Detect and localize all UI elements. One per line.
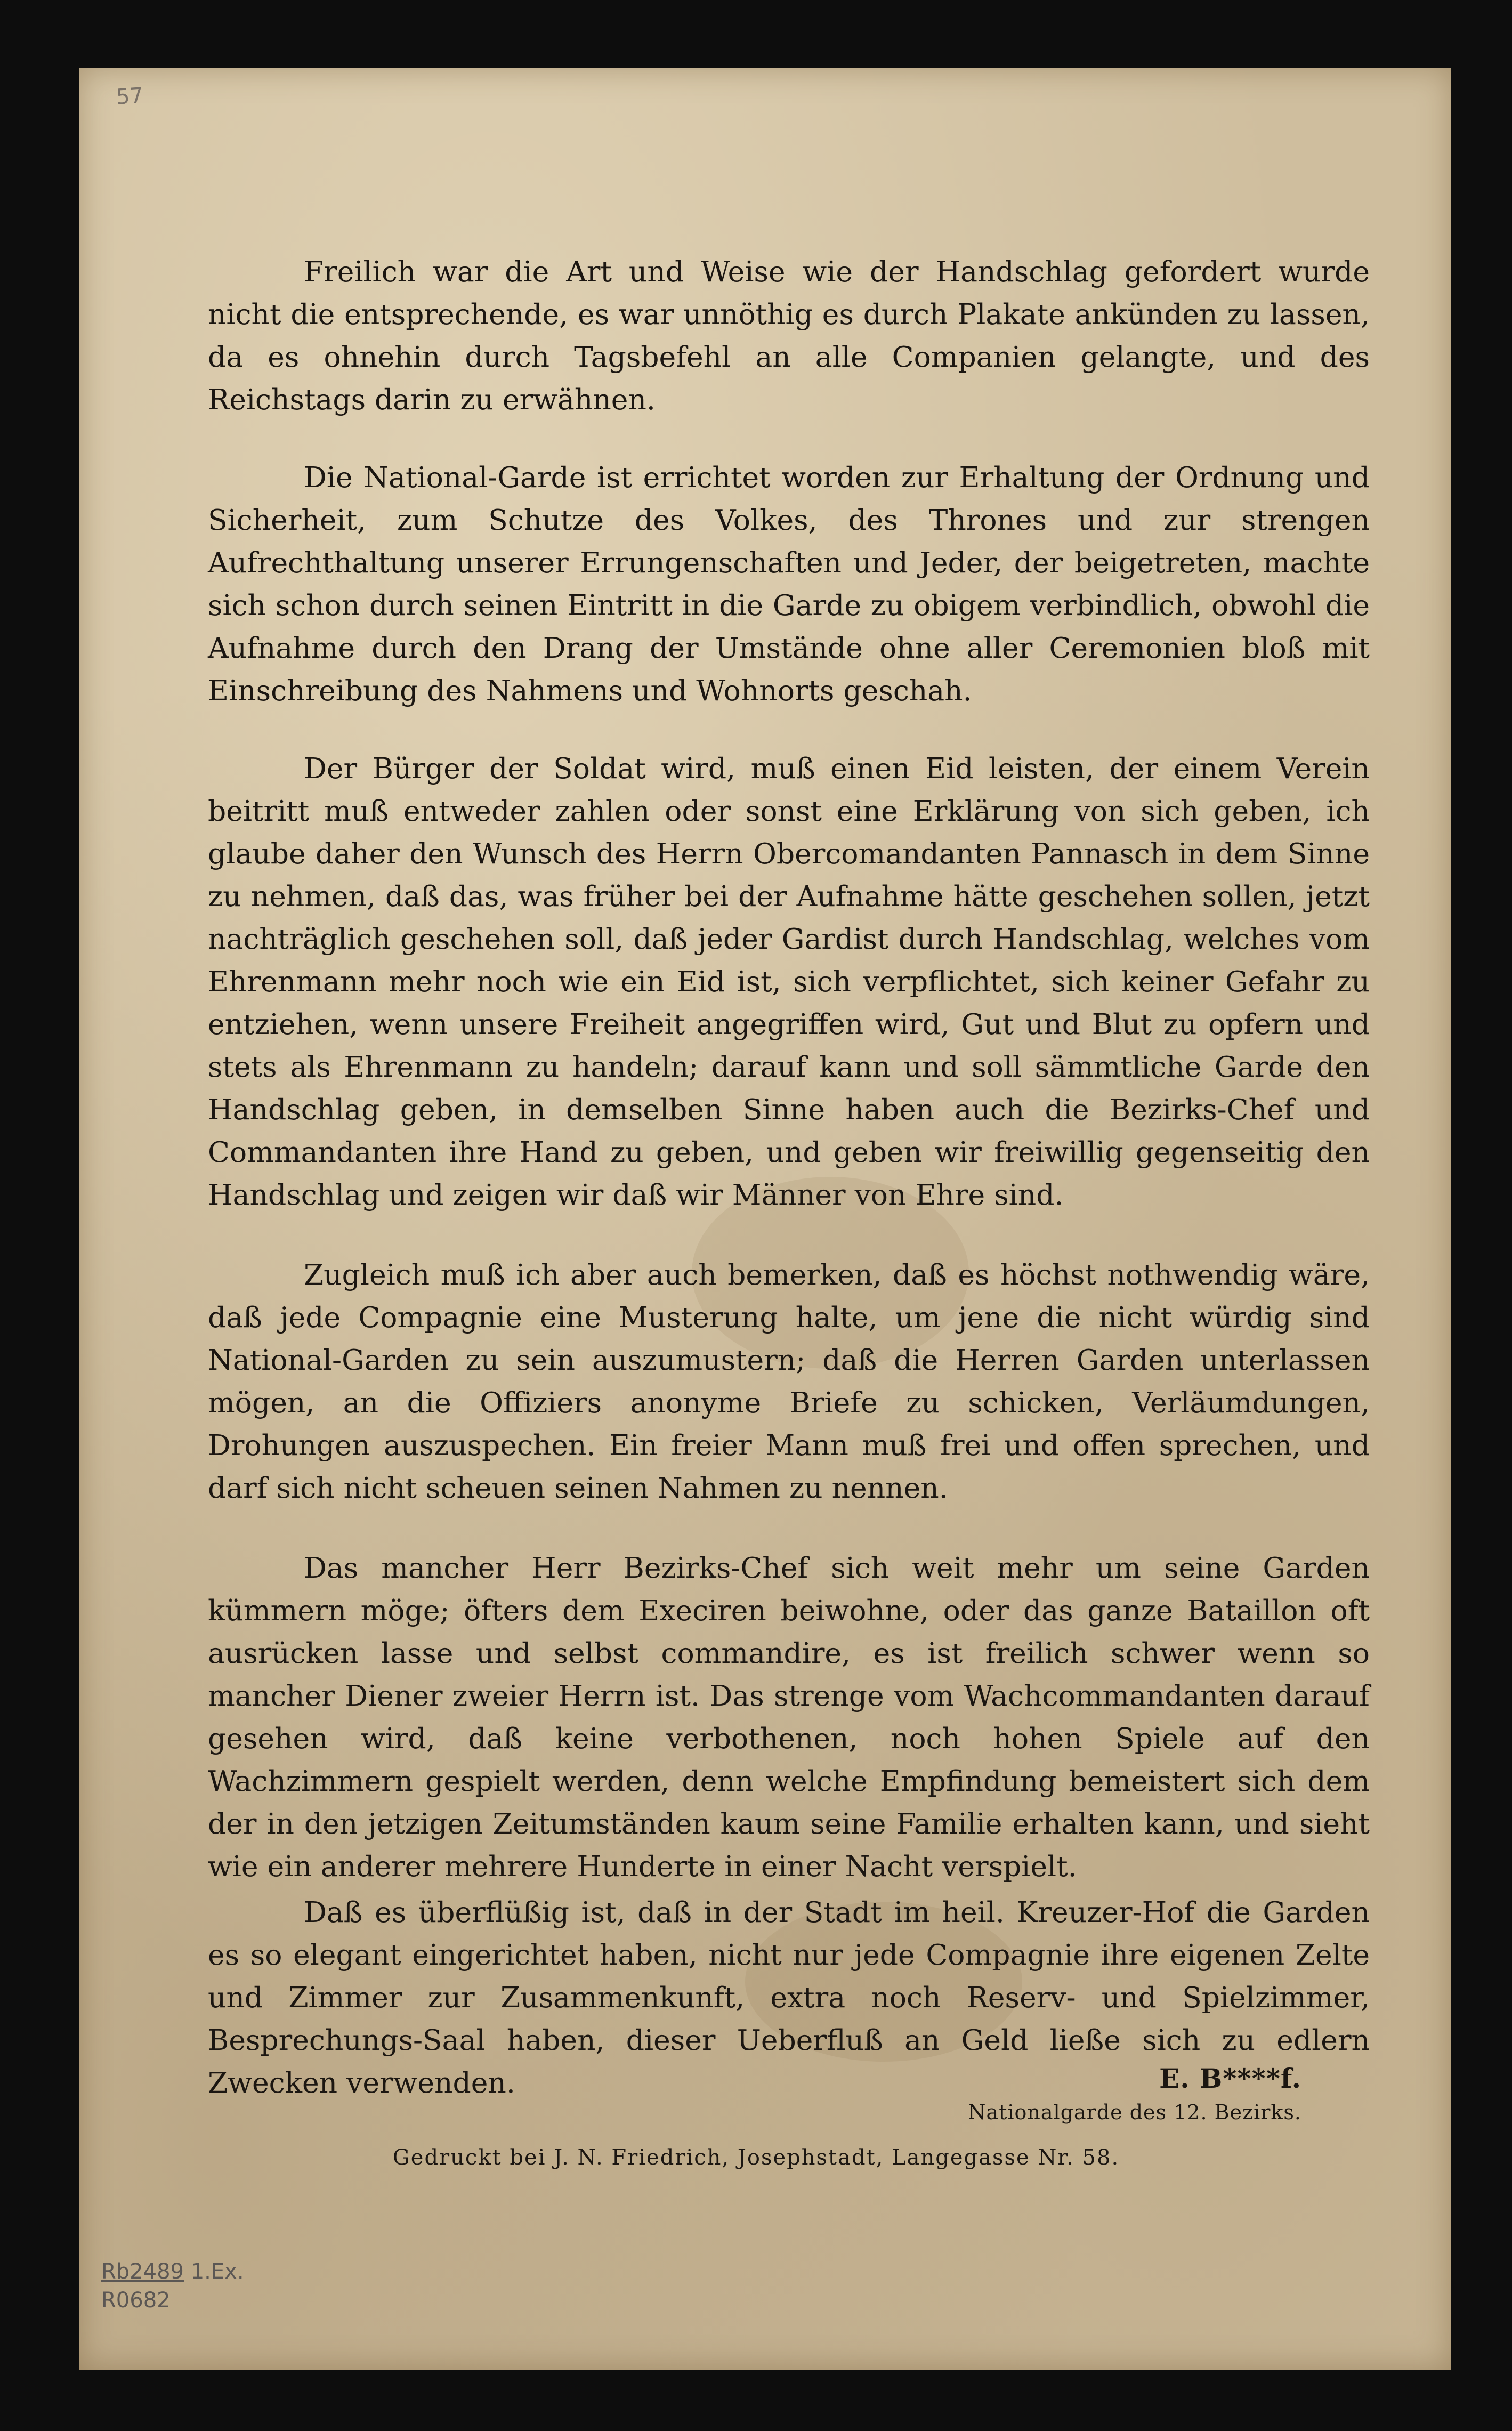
paragraph: Der Bürger der Soldat wird, muß einen Eid leisten, der einem Verein beitritt muß entweder zahlen oder sonst eine Erklärung von sich geben, ich glaube daher den Wunsch des Herrn Obercomandanten Pannasch in dem Sinne zu nehmen, daß das, was früher bei der Aufnahme hätte geschehen sollen, jetzt nachträglich geschehen soll, daß jeder Gardist durch Handschlag, welches vom Ehrenmann mehr noch wie ein Eid ist, sich verpflichtet, sich keiner Gefahr zu entziehen, wenn unsere Freiheit angegriffen wird, Gut und Blut zu opfern und stets als Ehrenmann zu handeln; darauf kann und soll sämmtliche Garde den Handschlag geben, in demselben Sinne haben auch die Bezirks-Chef und Commandanten ihre Hand zu geben, und geben wir freiwillig gegenseitig den Handschlag und zeigen wir daß wir Männer von Ehre sind. (208, 752, 1370, 1212)
printer-imprint: Gedruckt bei J. N. Friedrich, Josephstadt, Langegasse Nr. 58. (392, 2145, 1120, 2170)
document-body (208, 251, 1370, 2104)
paragraph: Freilich war die Art und Weise wie der Handschlag gefordert wurde nicht die entsprechende, es war unnöthig es durch Plakate ankünden zu lassen, da es ohnehin durch Tagsbefehl an alle Companien gelangte, und des Reichstags darin zu erwähnen. (208, 255, 1370, 416)
paragraph: Die National-Garde ist errichtet worden zur Erhaltung der Ordnung und Sicherheit, zum Schutze des Volkes, des Thrones und zur strengen Aufrechthaltung unserer Errungenschaften und Jeder, der beigetreten, machte sich schon durch seinen Eintritt in die Garde zu obigem verbindlich, obwohl die Aufnahme durch den Drang der Umstände ohne aller Ceremonien bloß mit Einschreibung des Nahmens und Wohnorts geschah. (208, 461, 1370, 707)
library-shelfmark (101, 2257, 244, 2315)
paragraph: Das mancher Herr Bezirks-Chef sich weit mehr um seine Garden kümmern möge; öfters dem Execiren beiwohne, oder das ganze Bataillon oft ausrücken lasse und selbst commandire, es ist freilich schwer wenn so mancher Diener zweier Herrn ist. Das strenge vom Wachcommandanten darauf gesehen wird, daß keine verbothenen, noch hohen Spiele auf den Wachzimmern gespielt werden, denn welche Empfindung bemeistert sich dem der in den jetzigen Zeitumständen kaum seine Familie erhalten kann, und sieht wie ein anderer mehrere Hunderte in einer Nacht verspielt. (208, 1551, 1370, 1883)
shelfmark-code: Rb2489 (101, 2259, 184, 2284)
shelfmark-copy-note: 1.Ex. (190, 2259, 244, 2284)
signature-title: Nationalgarde des 12. Bezirks. (968, 2101, 1301, 2124)
shelfmark-line-1 (101, 2257, 244, 2286)
signature-block (968, 2060, 1301, 2127)
corner-page-mark: 57 (115, 83, 144, 110)
signature-name: E. B****f. (1159, 2063, 1301, 2094)
paragraph: Daß es überflüßig ist, daß in der Stadt im heil. Kreuzer-Hof die Garden es so elegant eingerichtet haben, nicht nur jede Compagnie ihre eigenen Zelte und Zimmer zur Zusammenkunft, extra noch Reserv- und Spielzimmer, Besprechungs-Saal haben, dieser Ueberfluß an Geld ließe sich zu edlern Zwecken verwenden. (208, 1895, 1370, 2099)
shelfmark-line-2: R0682 (101, 2288, 171, 2313)
paragraph: Zugleich muß ich aber auch bemerken, daß es höchst nothwendig wäre, daß jede Compagnie eine Musterung halte, um jene die nicht würdig sind National-Garden zu sein auszumustern; daß die Herren Garden unterlassen mögen, an die Offiziers anonyme Briefe zu schicken, Verläumdungen, Drohungen auszuspechen. Ein freier Mann muß frei und offen sprechen, und darf sich nicht scheuen seinen Nahmen zu nennen. (208, 1258, 1370, 1505)
